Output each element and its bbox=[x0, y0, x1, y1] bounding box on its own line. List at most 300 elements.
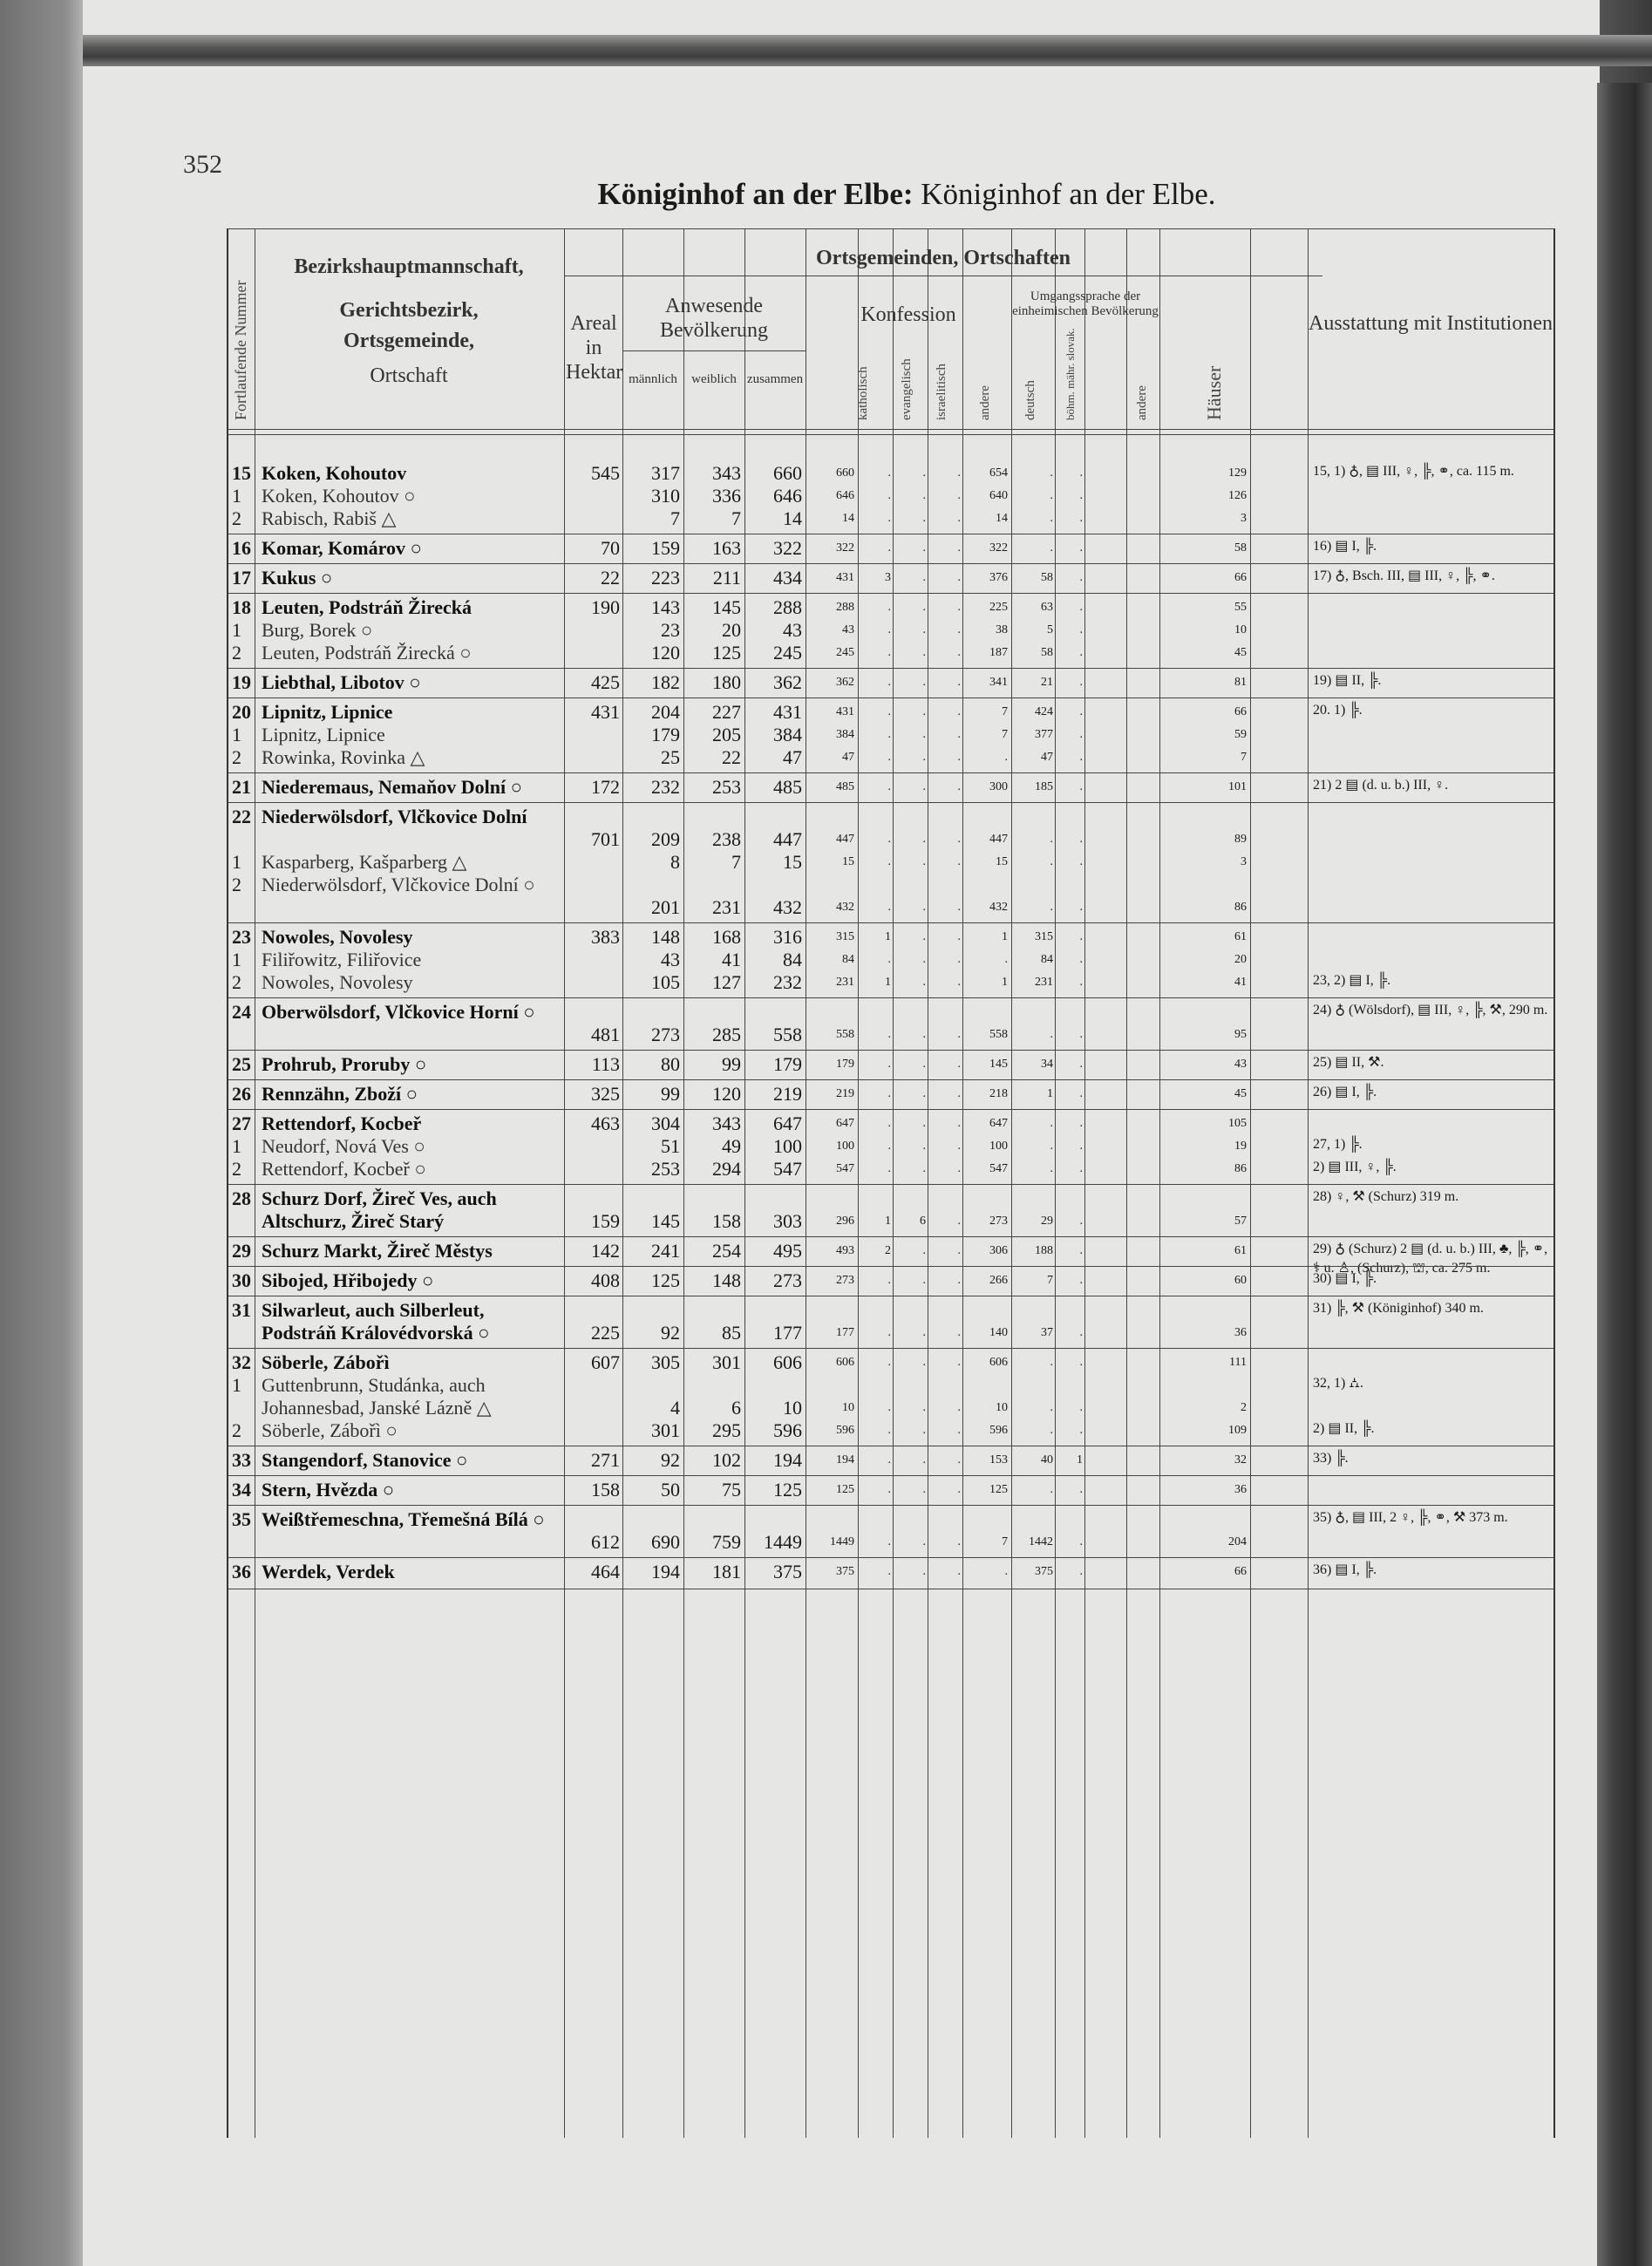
cell-an: . bbox=[1079, 601, 1083, 614]
cell-ev: . bbox=[887, 541, 891, 555]
row-separator bbox=[228, 697, 1553, 698]
cell-m: 120 bbox=[651, 642, 680, 663]
row-number: 23 bbox=[232, 926, 251, 948]
header-fortlaufende: Fortlaufende Nummer bbox=[232, 280, 249, 420]
cell-and: . bbox=[957, 1274, 961, 1287]
cell-kath: 125 bbox=[836, 1483, 854, 1496]
row-number: 1 bbox=[232, 851, 241, 873]
cell-m: 204 bbox=[651, 701, 680, 723]
cell-m: 273 bbox=[651, 1024, 680, 1045]
header-konfession: Konfession bbox=[860, 303, 956, 326]
cell-hs: 36 bbox=[1234, 1483, 1247, 1496]
cell-kath: 660 bbox=[836, 466, 854, 480]
cell-an: . bbox=[1079, 1244, 1083, 1257]
row-number: 16 bbox=[232, 537, 251, 559]
cell-an: . bbox=[1079, 1117, 1083, 1130]
row-separator bbox=[228, 1266, 1553, 1267]
row-separator bbox=[228, 1348, 1553, 1349]
cell-ev: . bbox=[887, 1565, 891, 1578]
cell-and: . bbox=[957, 489, 961, 502]
cell-w: 227 bbox=[712, 701, 741, 723]
cell-an: . bbox=[1079, 1401, 1083, 1414]
header-andere-sprache: andere bbox=[1135, 385, 1149, 420]
cell-de: 596 bbox=[989, 1424, 1008, 1437]
row-number: 34 bbox=[232, 1479, 251, 1500]
cell-an: . bbox=[1079, 976, 1083, 989]
cell-z: 596 bbox=[773, 1419, 802, 1441]
table-row bbox=[228, 1113, 1553, 1135]
place-name: Lipnitz, Lipnice bbox=[262, 724, 385, 745]
row-number: 27 bbox=[232, 1113, 251, 1134]
cell-bo: 34 bbox=[1041, 1058, 1053, 1071]
cell-isr: . bbox=[922, 780, 926, 793]
cell-kath: 47 bbox=[842, 751, 854, 764]
cell-bo: 7 bbox=[1047, 1274, 1053, 1287]
cell-an: . bbox=[1079, 1483, 1083, 1496]
cell-ev: . bbox=[887, 705, 891, 718]
cell-an: . bbox=[1079, 1140, 1083, 1153]
cell-institutions: 17) ♁, Bsch. III, ▤ III, ♀, ╠, ⚭. bbox=[1313, 568, 1495, 583]
row-number: 33 bbox=[232, 1449, 251, 1471]
cell-an: . bbox=[1079, 1215, 1083, 1228]
cell-bo: . bbox=[1050, 833, 1053, 846]
cell-bo: 29 bbox=[1041, 1215, 1053, 1228]
place-name: Schurz Markt, Žireč Městys bbox=[262, 1240, 493, 1262]
cell-and: . bbox=[957, 1326, 961, 1339]
row-separator bbox=[228, 1557, 1553, 1558]
title-bold: Königinhof an der Elbe: bbox=[597, 177, 914, 211]
cell-hs: 105 bbox=[1228, 1117, 1247, 1130]
cell-an: . bbox=[1079, 728, 1083, 741]
cell-isr: . bbox=[922, 751, 926, 764]
place-name: Koken, Kohoutov bbox=[262, 462, 407, 484]
cell-an: . bbox=[1079, 1274, 1083, 1287]
cell-institutions: 30) ▤ I, ╠. bbox=[1313, 1271, 1377, 1286]
cell-w: 285 bbox=[712, 1024, 741, 1045]
cell-de: 341 bbox=[989, 676, 1008, 689]
cell-w: 85 bbox=[722, 1322, 741, 1344]
place-name: Nowoles, Novolesy bbox=[262, 926, 413, 948]
table-row bbox=[228, 507, 1553, 530]
row-number: 1 bbox=[232, 724, 241, 745]
cell-isr: . bbox=[922, 571, 926, 584]
cell-ev: . bbox=[887, 1424, 891, 1437]
row-number: 2 bbox=[232, 874, 241, 895]
cell-bo: . bbox=[1050, 541, 1053, 555]
cell-and: . bbox=[957, 833, 961, 846]
binding-shadow-top bbox=[83, 35, 1652, 66]
cell-institutions: 33) ╠. bbox=[1313, 1451, 1349, 1466]
cell-bo: 37 bbox=[1041, 1326, 1053, 1339]
cell-ev: . bbox=[887, 1453, 891, 1466]
cell-isr: . bbox=[922, 466, 926, 480]
cell-m: 317 bbox=[651, 462, 680, 484]
cell-z: 432 bbox=[773, 896, 802, 918]
cell-ev: . bbox=[887, 953, 891, 966]
cell-and: . bbox=[957, 1087, 961, 1100]
row-number: 35 bbox=[232, 1508, 251, 1530]
table-row bbox=[228, 596, 1553, 619]
cell-hs: 32 bbox=[1234, 1453, 1247, 1466]
cell-m: 305 bbox=[651, 1351, 680, 1373]
row-number: 2 bbox=[232, 746, 241, 768]
cell-areal: 464 bbox=[591, 1561, 620, 1582]
cell-isr: . bbox=[922, 901, 926, 914]
table-row bbox=[228, 1508, 1553, 1554]
cell-m: 143 bbox=[651, 596, 680, 618]
cell-ev: . bbox=[887, 780, 891, 793]
table-row bbox=[228, 642, 1553, 664]
cell-hs: 45 bbox=[1234, 646, 1247, 659]
cell-institutions: 29) ♁ (Schurz) 2 ▤ (d. u. b.) III, ♣, ╠, ⚭, ⚕ u. ♙, (Schurz), ⛫, ca. 275 m. bbox=[1313, 1242, 1548, 1276]
cell-w: 148 bbox=[712, 1269, 741, 1291]
cell-areal: 271 bbox=[591, 1449, 620, 1471]
cell-kath: 606 bbox=[836, 1356, 854, 1369]
cell-ev: 2 bbox=[885, 1244, 891, 1257]
cell-w: 145 bbox=[712, 596, 741, 618]
cell-ev: . bbox=[887, 1535, 891, 1548]
cell-de: 647 bbox=[989, 1117, 1008, 1130]
cell-bo: 47 bbox=[1041, 751, 1053, 764]
cell-z: 431 bbox=[773, 701, 802, 723]
cell-hs: 45 bbox=[1234, 1087, 1247, 1100]
cell-an: . bbox=[1079, 676, 1083, 689]
cell-hs: 3 bbox=[1241, 512, 1247, 525]
cell-w: 343 bbox=[712, 1113, 741, 1134]
cell-bo: 188 bbox=[1035, 1244, 1053, 1257]
cell-kath: 384 bbox=[836, 728, 854, 741]
cell-and: . bbox=[957, 1424, 961, 1437]
cell-ev: . bbox=[887, 1274, 891, 1287]
cell-and: . bbox=[957, 646, 961, 659]
cell-isr: . bbox=[922, 512, 926, 525]
cell-w: 253 bbox=[712, 776, 741, 798]
cell-de: 547 bbox=[989, 1162, 1008, 1175]
cell-bo: . bbox=[1050, 466, 1053, 480]
place-name: Nowoles, Novolesy bbox=[262, 971, 413, 993]
cell-w: 181 bbox=[712, 1561, 741, 1582]
cell-m: 7 bbox=[670, 507, 680, 529]
cell-de: 300 bbox=[989, 780, 1008, 793]
cell-isr: . bbox=[922, 833, 926, 846]
table-row bbox=[228, 619, 1553, 642]
cell-an: . bbox=[1079, 512, 1083, 525]
row-number: 29 bbox=[232, 1240, 251, 1262]
cell-m: 179 bbox=[651, 724, 680, 745]
cell-bo: 424 bbox=[1035, 705, 1053, 718]
cell-z: 288 bbox=[773, 596, 802, 618]
cell-and: . bbox=[957, 1215, 961, 1228]
cell-w: 127 bbox=[712, 971, 741, 993]
place-name: Kukus ○ bbox=[262, 567, 333, 589]
cell-areal: 408 bbox=[591, 1269, 620, 1291]
cell-an: . bbox=[1079, 1424, 1083, 1437]
cell-hs: 2 bbox=[1241, 1401, 1247, 1414]
cell-isr: . bbox=[922, 1162, 926, 1175]
cell-ev: . bbox=[887, 728, 891, 741]
cell-and: . bbox=[957, 623, 961, 636]
cell-kath: 432 bbox=[836, 901, 854, 914]
cell-w: 102 bbox=[712, 1449, 741, 1471]
cell-w: 336 bbox=[712, 485, 741, 507]
cell-isr: . bbox=[922, 1244, 926, 1257]
table-row bbox=[228, 1135, 1553, 1158]
header-bezirk: Bezirkshauptmannschaft, bbox=[294, 255, 524, 278]
place-name: Rabisch, Rabiš △ bbox=[262, 507, 397, 529]
cell-and: . bbox=[957, 1453, 961, 1466]
rule-h bbox=[228, 429, 1553, 430]
table-row bbox=[228, 851, 1553, 874]
cell-w: 22 bbox=[722, 746, 741, 768]
cell-m: 241 bbox=[651, 1240, 680, 1262]
cell-kath: 647 bbox=[836, 1117, 854, 1130]
cell-isr: . bbox=[922, 1535, 926, 1548]
cell-kath: 315 bbox=[836, 930, 854, 943]
place-name: Niederwölsdorf, Vlčkovice Dolní ○ bbox=[262, 874, 535, 895]
cell-m: 43 bbox=[661, 949, 680, 970]
cell-an: . bbox=[1079, 1087, 1083, 1100]
cell-institutions: 25) ▤ II, ⚒. bbox=[1313, 1055, 1384, 1070]
cell-z: 303 bbox=[773, 1210, 802, 1232]
place-name: Neudorf, Nová Ves ○ bbox=[262, 1135, 425, 1157]
cell-bo: 58 bbox=[1041, 571, 1053, 584]
cell-kath: 646 bbox=[836, 489, 854, 502]
cell-an: 1 bbox=[1077, 1453, 1083, 1466]
cell-ev: . bbox=[887, 855, 891, 868]
cell-isr: 6 bbox=[920, 1215, 926, 1228]
cell-w: 125 bbox=[712, 642, 741, 663]
cell-and: . bbox=[957, 976, 961, 989]
cell-isr: . bbox=[922, 646, 926, 659]
cell-de: 225 bbox=[989, 601, 1008, 614]
cell-bo: . bbox=[1050, 489, 1053, 502]
cell-de: 15 bbox=[996, 855, 1008, 868]
cell-and: . bbox=[957, 953, 961, 966]
row-number: 36 bbox=[232, 1561, 251, 1582]
cell-bo: . bbox=[1050, 1483, 1053, 1496]
cell-an: . bbox=[1079, 953, 1083, 966]
cell-and: . bbox=[957, 1058, 961, 1071]
cell-institutions: 2) ▤ II, ╠. bbox=[1313, 1421, 1375, 1436]
header-andere-konfession: andere bbox=[978, 385, 992, 420]
place-name: Silwarleut, auch Silberleut, Podstráň Královédvorská ○ bbox=[262, 1299, 490, 1344]
cell-kath: 10 bbox=[842, 1401, 854, 1414]
cell-de: 558 bbox=[989, 1028, 1008, 1041]
cell-bo: 375 bbox=[1035, 1565, 1053, 1578]
header-ortsgemeinden: Ortsgemeinden, Ortschaften bbox=[816, 247, 1071, 269]
cell-hs: 58 bbox=[1234, 541, 1247, 555]
cell-an: . bbox=[1079, 751, 1083, 764]
cell-isr: . bbox=[922, 1356, 926, 1369]
cell-and: . bbox=[957, 1565, 961, 1578]
cell-hs: 129 bbox=[1228, 466, 1247, 480]
cell-an: . bbox=[1079, 1326, 1083, 1339]
row-number: 26 bbox=[232, 1083, 251, 1105]
cell-m: 690 bbox=[651, 1531, 680, 1553]
table-row bbox=[228, 567, 1553, 589]
cell-isr: . bbox=[922, 1453, 926, 1466]
cell-de: 218 bbox=[989, 1087, 1008, 1100]
row-number: 2 bbox=[232, 507, 241, 529]
cell-hs: 55 bbox=[1234, 601, 1247, 614]
row-number: 1 bbox=[232, 485, 241, 507]
place-name: Burg, Borek ○ bbox=[262, 619, 373, 641]
cell-and: . bbox=[957, 728, 961, 741]
cell-kath: 43 bbox=[842, 623, 854, 636]
table-row bbox=[228, 874, 1553, 919]
cell-an: . bbox=[1079, 833, 1083, 846]
cell-areal: 158 bbox=[591, 1479, 620, 1500]
cell-m: 159 bbox=[651, 537, 680, 559]
header-anwesende: Anwesende Bevölkerung bbox=[660, 295, 768, 342]
cell-ev: 3 bbox=[885, 571, 891, 584]
row-separator bbox=[228, 1109, 1553, 1110]
row-separator bbox=[228, 1184, 1553, 1185]
cell-an: . bbox=[1079, 705, 1083, 718]
cell-m: 232 bbox=[651, 776, 680, 798]
cell-w: 75 bbox=[722, 1479, 741, 1500]
table-row bbox=[228, 926, 1553, 949]
cell-bo: 377 bbox=[1035, 728, 1053, 741]
cell-and: . bbox=[957, 901, 961, 914]
page-title bbox=[575, 177, 1238, 212]
place-name: Leuten, Podstráň Žirecká ○ bbox=[262, 642, 472, 663]
cell-kath: 596 bbox=[836, 1424, 854, 1437]
table-row bbox=[228, 1561, 1553, 1583]
row-separator bbox=[228, 772, 1553, 773]
cell-de: 432 bbox=[989, 901, 1008, 914]
cell-an: . bbox=[1079, 780, 1083, 793]
cell-de: 14 bbox=[996, 512, 1008, 525]
cell-kath: 100 bbox=[836, 1140, 854, 1153]
row-number: 21 bbox=[232, 776, 251, 798]
row-number: 18 bbox=[232, 596, 251, 618]
cell-hs: 204 bbox=[1228, 1535, 1247, 1548]
cell-de: 447 bbox=[989, 833, 1008, 846]
cell-areal: 701 bbox=[591, 828, 620, 850]
cell-ev: . bbox=[887, 1058, 891, 1071]
cell-m: 201 bbox=[651, 896, 680, 918]
row-number: 17 bbox=[232, 567, 251, 589]
cell-de: . bbox=[1004, 1565, 1008, 1578]
cell-de: 153 bbox=[989, 1453, 1008, 1466]
cell-w: 254 bbox=[712, 1240, 741, 1262]
cell-areal: 463 bbox=[591, 1113, 620, 1134]
cell-isr: . bbox=[922, 1058, 926, 1071]
cell-hs: 7 bbox=[1241, 751, 1247, 764]
cell-and: . bbox=[957, 1140, 961, 1153]
cell-kath: 14 bbox=[842, 512, 854, 525]
rule-h bbox=[228, 434, 1553, 435]
cell-institutions: 2) ▤ III, ♀, ╠. bbox=[1313, 1160, 1397, 1174]
row-number: 28 bbox=[232, 1187, 251, 1209]
header-weiblich: weiblich bbox=[691, 372, 737, 386]
page-number: 352 bbox=[183, 150, 222, 179]
cell-de: 606 bbox=[989, 1356, 1008, 1369]
header-umgangssprache: Umgangssprache der einheimischen Bevölkerung bbox=[1012, 289, 1159, 318]
cell-z: 647 bbox=[773, 1113, 802, 1134]
cell-kath: 84 bbox=[842, 953, 854, 966]
cell-hs: 86 bbox=[1234, 901, 1247, 914]
cell-z: 362 bbox=[773, 671, 802, 693]
row-separator bbox=[228, 1079, 1553, 1080]
table-row bbox=[228, 701, 1553, 724]
header-gemeinde: Ortsgemeinde, bbox=[343, 330, 474, 352]
cell-z: 646 bbox=[773, 485, 802, 507]
cell-isr: . bbox=[922, 705, 926, 718]
cell-and: . bbox=[957, 466, 961, 480]
place-name: Schurz Dorf, Žireč Ves, auch Altschurz, Žireč Starý bbox=[262, 1187, 497, 1232]
cell-kath: 273 bbox=[836, 1274, 854, 1287]
cell-areal: 383 bbox=[591, 926, 620, 948]
cell-bo: 21 bbox=[1041, 676, 1053, 689]
row-separator bbox=[228, 1050, 1553, 1051]
table-row bbox=[228, 1053, 1553, 1076]
place-name: Sibojed, Hřibojedy ○ bbox=[262, 1269, 434, 1291]
row-number: 1 bbox=[232, 619, 241, 641]
cell-kath: 231 bbox=[836, 976, 854, 989]
cell-isr: . bbox=[922, 1087, 926, 1100]
rule-h bbox=[228, 228, 1553, 229]
cell-and: . bbox=[957, 705, 961, 718]
header-deutsch: deutsch bbox=[1023, 380, 1037, 420]
cell-kath: 288 bbox=[836, 601, 854, 614]
cell-m: 310 bbox=[651, 485, 680, 507]
place-name: Werdek, Verdek bbox=[262, 1561, 395, 1582]
cell-de: 266 bbox=[989, 1274, 1008, 1287]
table-row bbox=[228, 971, 1553, 994]
cell-ev: . bbox=[887, 751, 891, 764]
row-separator bbox=[228, 1475, 1553, 1476]
cell-m: 23 bbox=[661, 619, 680, 641]
cell-z: 14 bbox=[783, 507, 802, 529]
cell-m: 182 bbox=[651, 671, 680, 693]
cell-areal: 113 bbox=[591, 1053, 620, 1075]
cell-bo: . bbox=[1050, 1140, 1053, 1153]
cell-de: 145 bbox=[989, 1058, 1008, 1071]
cell-isr: . bbox=[922, 489, 926, 502]
cell-hs: 111 bbox=[1229, 1356, 1247, 1369]
cell-w: 295 bbox=[712, 1419, 741, 1441]
cell-institutions: 24) ♁ (Wölsdorf), ▤ III, ♀, ╠, ⚒, 290 m. bbox=[1313, 1003, 1548, 1017]
table-row bbox=[228, 806, 1553, 851]
cell-and: . bbox=[957, 1244, 961, 1257]
cell-kath: 431 bbox=[836, 571, 854, 584]
cell-ev: . bbox=[887, 1028, 891, 1041]
cell-institutions: 21) 2 ▤ (d. u. b.) III, ♀. bbox=[1313, 778, 1449, 793]
cell-ev: . bbox=[887, 466, 891, 480]
cell-ev: . bbox=[887, 1326, 891, 1339]
row-number: 24 bbox=[232, 1001, 251, 1023]
cell-ev: . bbox=[887, 646, 891, 659]
cell-z: 245 bbox=[773, 642, 802, 663]
cell-bo: 58 bbox=[1041, 646, 1053, 659]
cell-hs: 61 bbox=[1234, 930, 1247, 943]
cell-hs: 95 bbox=[1234, 1028, 1247, 1041]
cell-hs: 81 bbox=[1234, 676, 1247, 689]
row-separator bbox=[228, 922, 1553, 923]
row-number: 1 bbox=[232, 1374, 241, 1396]
cell-w: 20 bbox=[722, 619, 741, 641]
cell-ev: 1 bbox=[885, 930, 891, 943]
cell-ev: . bbox=[887, 1401, 891, 1414]
cell-m: 125 bbox=[651, 1269, 680, 1291]
cell-ev: . bbox=[887, 1117, 891, 1130]
cell-m: 253 bbox=[651, 1158, 680, 1180]
cell-hs: 41 bbox=[1234, 976, 1247, 989]
cell-m: 223 bbox=[651, 567, 680, 589]
cell-and: . bbox=[957, 1535, 961, 1548]
